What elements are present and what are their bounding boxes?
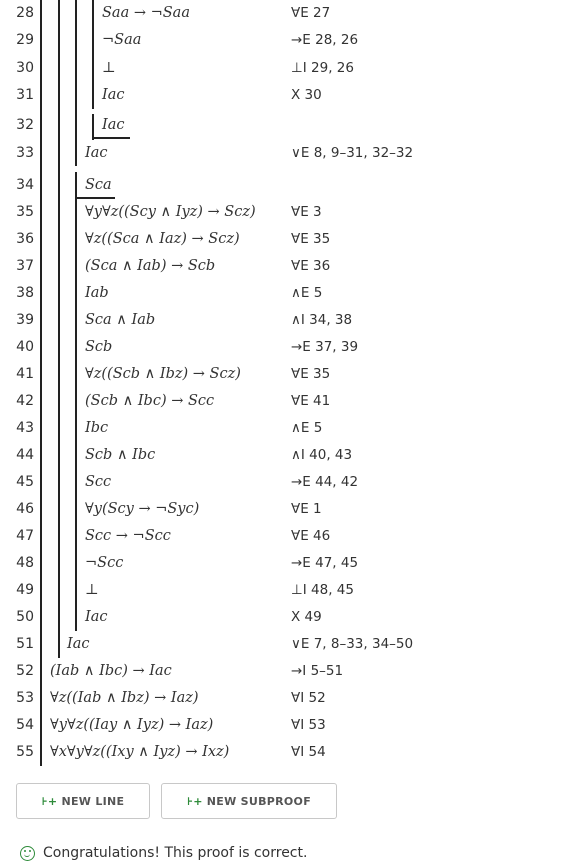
line-number: 49	[16, 582, 34, 598]
formula-input[interactable]: ⊥	[102, 60, 116, 76]
formula-input[interactable]: Sca ∧ Iab	[85, 312, 156, 328]
line-number: 51	[16, 636, 34, 652]
line-number: 37	[16, 258, 34, 274]
formula-input[interactable]: (Scb ∧ Ibc) → Scc	[85, 393, 215, 409]
line-number: 31	[16, 87, 34, 103]
line-number: 34	[16, 177, 34, 193]
proof-line	[0, 523, 586, 550]
justification-input[interactable]: ∀E 27	[291, 5, 331, 21]
line-number: 30	[16, 60, 34, 76]
proof-line	[0, 334, 586, 361]
scope-line	[58, 0, 60, 658]
formula-input[interactable]: Iab	[85, 285, 109, 301]
add-line-icon: ⊦+	[41, 794, 58, 808]
proof-line	[0, 685, 586, 712]
line-number: 36	[16, 231, 34, 247]
line-number: 54	[16, 717, 34, 733]
proof-line	[0, 604, 586, 631]
proof-status	[20, 842, 307, 864]
proof-line	[0, 0, 586, 27]
line-number: 41	[16, 366, 34, 382]
line-number: 47	[16, 528, 34, 544]
formula-input[interactable]: ∀y(Scy → ¬Syc)	[85, 501, 200, 517]
proof-line	[0, 82, 586, 109]
justification-input[interactable]: ∀E 35	[291, 231, 331, 247]
proof-line	[0, 55, 586, 82]
justification-input[interactable]: ∧E 5	[291, 420, 323, 436]
smiley-icon	[20, 846, 35, 861]
formula-input[interactable]: Sca	[85, 177, 112, 193]
add-subproof-icon: ⊦+	[186, 794, 203, 808]
proof-line	[0, 280, 586, 307]
formula-input[interactable]: Scb ∧ Ibc	[85, 447, 156, 463]
justification-input[interactable]: ∀E 1	[291, 501, 322, 517]
proof-line	[0, 577, 586, 604]
line-number: 40	[16, 339, 34, 355]
formula-input[interactable]: ∀y∀z((Iay ∧ Iyz) → Iaz)	[50, 717, 214, 733]
line-number: 45	[16, 474, 34, 490]
formula-input[interactable]: Iac	[102, 87, 125, 103]
justification-input[interactable]: ∧I 40, 43	[291, 447, 353, 463]
proof-line	[0, 739, 586, 766]
proof-line	[0, 199, 586, 226]
line-number: 43	[16, 420, 34, 436]
line-number: 55	[16, 744, 34, 760]
proof-line	[0, 27, 586, 54]
justification-input[interactable]: ∀E 41	[291, 393, 331, 409]
formula-input[interactable]: ¬Scc	[85, 555, 124, 571]
line-number: 53	[16, 690, 34, 706]
proof-line	[0, 631, 586, 658]
justification-input[interactable]: ∀E 36	[291, 258, 331, 274]
justification-input[interactable]: ∧E 5	[291, 285, 323, 301]
line-number: 44	[16, 447, 34, 463]
formula-input[interactable]: Iac	[102, 117, 125, 133]
scope-line	[92, 0, 94, 109]
justification-input[interactable]: ∧I 34, 38	[291, 312, 353, 328]
proof-line	[0, 550, 586, 577]
status-message: Congratulations! This proof is correct.	[43, 845, 308, 861]
justification-input[interactable]: ∀I 53	[291, 717, 326, 733]
proof-line	[0, 469, 586, 496]
justification-input[interactable]: ⊥I 29, 26	[291, 60, 354, 76]
line-number: 38	[16, 285, 34, 301]
line-number: 48	[16, 555, 34, 571]
formula-input[interactable]: Scc	[85, 474, 112, 490]
formula-input[interactable]: (Sca ∧ Iab) → Scb	[85, 258, 216, 274]
new-subproof-label: NEW SUBPROOF	[206, 794, 312, 808]
justification-input[interactable]: →E 37, 39	[291, 339, 359, 355]
line-number: 50	[16, 609, 34, 625]
proof-line	[0, 172, 586, 199]
scope-line	[92, 114, 94, 140]
proof-line	[0, 140, 586, 167]
proof-line	[0, 496, 586, 523]
formula-input[interactable]: ∀y∀z((Scy ∧ Iyz) → Scz)	[85, 204, 256, 220]
new-line-button[interactable]	[16, 783, 150, 819]
formula-input[interactable]: ⊥	[85, 582, 99, 598]
formula-input[interactable]: Scc → ¬Scc	[85, 528, 171, 544]
line-number: 28	[16, 5, 34, 21]
formula-input[interactable]: ¬Saa	[102, 32, 142, 48]
proof-line	[0, 658, 586, 685]
line-number: 29	[16, 32, 34, 48]
proof-line	[0, 112, 586, 139]
line-number: 52	[16, 663, 34, 679]
justification-input[interactable]: ∀I 54	[291, 744, 326, 760]
proof-line	[0, 253, 586, 280]
justification-input[interactable]: →E 47, 45	[291, 555, 359, 571]
justification-input[interactable]: ∀I 52	[291, 690, 326, 706]
hypothesis-line	[92, 137, 130, 139]
proof-line	[0, 361, 586, 388]
proof-line	[0, 442, 586, 469]
proof-line	[0, 307, 586, 334]
line-number: 32	[16, 117, 34, 133]
justification-input[interactable]: X 49	[291, 609, 322, 625]
proof-line	[0, 388, 586, 415]
justification-input[interactable]: ∀E 46	[291, 528, 331, 544]
proof-line	[0, 415, 586, 442]
justification-input[interactable]: →E 28, 26	[291, 32, 359, 48]
scope-line	[75, 172, 77, 631]
justification-input[interactable]: ∨E 7, 8–33, 34–50	[291, 636, 414, 652]
new-subproof-button[interactable]	[161, 783, 337, 819]
justification-input[interactable]: ∨E 8, 9–31, 32–32	[291, 145, 414, 161]
formula-input[interactable]: ∀x∀y∀z((Ixy ∧ Iyz) → Ixz)	[50, 744, 230, 760]
proof-line	[0, 226, 586, 253]
scope-line	[40, 0, 42, 766]
formula-input[interactable]: Iac	[67, 636, 90, 652]
justification-input[interactable]: ∀E 35	[291, 366, 331, 382]
formula-input[interactable]: ∀z((Sca ∧ Iaz) → Scz)	[85, 231, 240, 247]
line-number: 39	[16, 312, 34, 328]
new-line-label: NEW LINE	[61, 794, 125, 808]
justification-input[interactable]: ∀E 3	[291, 204, 322, 220]
formula-input[interactable]: ∀z((Iab ∧ Ibz) → Iaz)	[50, 690, 199, 706]
formula-input[interactable]: Saa → ¬Saa	[102, 5, 190, 21]
formula-input[interactable]: Scb	[85, 339, 113, 355]
formula-input[interactable]: Ibc	[85, 420, 109, 436]
line-number: 42	[16, 393, 34, 409]
line-number: 46	[16, 501, 34, 517]
justification-input[interactable]: ⊥I 48, 45	[291, 582, 354, 598]
justification-input[interactable]: X 30	[291, 87, 322, 103]
formula-input[interactable]: Iac	[85, 609, 108, 625]
formula-input[interactable]: Iac	[85, 145, 108, 161]
formula-input[interactable]: ∀z((Scb ∧ Ibz) → Scz)	[85, 366, 241, 382]
scope-line	[75, 0, 77, 166]
formula-input[interactable]: (Iab ∧ Ibc) → Iac	[50, 663, 172, 679]
line-number: 33	[16, 145, 34, 161]
justification-input[interactable]: →I 5–51	[291, 663, 344, 679]
line-number: 35	[16, 204, 34, 220]
proof-line	[0, 712, 586, 739]
justification-input[interactable]: →E 44, 42	[291, 474, 359, 490]
